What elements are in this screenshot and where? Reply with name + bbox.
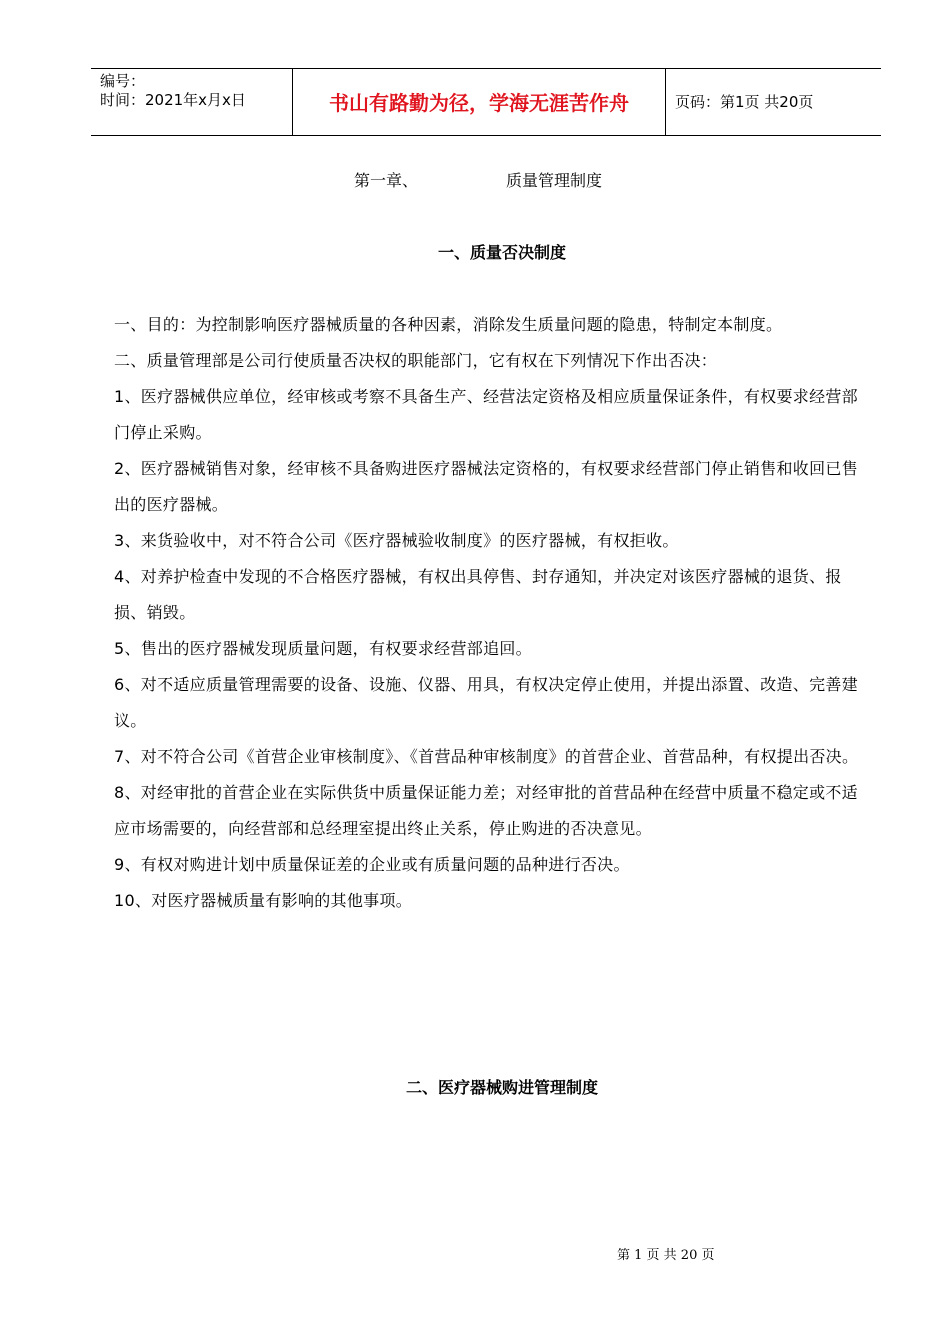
paragraph: 9、有权对购进计划中质量保证差的企业或有质量问题的品种进行否决。	[114, 855, 630, 874]
number-label: 编号：	[100, 72, 146, 90]
section-title: 二、医疗器械购进管理制度	[405, 1078, 598, 1097]
paragraph: 4、对养护检查中发现的不合格医疗器械，有权出具停售、封存通知，并决定对该医疗器械的退货、报损、销毁。	[114, 567, 842, 622]
paragraph: 3、来货验收中，对不符合公司《医疗器械验收制度》的医疗器械，有权拒收。	[114, 531, 679, 550]
paragraph: 8、对经审批的首营企业在实际供货中质量保证能力差；对经审批的首营品种在经营中质量不稳定或不适应市场需要的，向经营部和总经理室提出终止关系，停止购进的否决意见。	[114, 783, 858, 838]
paragraph: 6、对不适应质量管理需要的设备、设施、仪器、用具，有权决定停止使用，并提出添置、改造、完善建议。	[114, 675, 858, 730]
section-title: 一、质量否决制度	[437, 243, 566, 262]
paragraph: 二、质量管理部是公司行使质量否决权的职能部门，它有权在下列情况下作出否决：	[114, 351, 718, 370]
chapter-number: 第一章、	[354, 171, 419, 190]
section-body	[114, 307, 874, 919]
header-divider	[665, 69, 666, 135]
time-label: 时间：2021年x月x日	[100, 91, 246, 109]
paragraph: 10、对医疗器械质量有影响的其他事项。	[114, 891, 413, 910]
paragraph: 一、目的：为控制影响医疗器械质量的各种因素，消除发生质量问题的隐患，特制定本制度。	[114, 315, 783, 334]
paragraph: 1、医疗器械供应单位，经审核或考察不具备生产、经营法定资格及相应质量保证条件，有权要求经营部门停止采购。	[114, 387, 858, 442]
paragraph: 7、对不符合公司《首营企业审核制度》、《首营品种审核制度》的首营企业、首营品种，有权提出否决。	[114, 747, 859, 766]
chapter-title: 质量管理制度	[506, 171, 603, 190]
page-header	[91, 68, 881, 136]
page-footer: 第 1 页 共 20 页	[617, 1248, 715, 1263]
header-left	[100, 72, 246, 110]
paragraph: 5、售出的医疗器械发现质量问题，有权要求经营部追回。	[114, 639, 532, 658]
header-motto: 书山有路勤为径，学海无涯苦作舟	[329, 91, 629, 115]
paragraph: 2、医疗器械销售对象，经审核不具备购进医疗器械法定资格的，有权要求经营部门停止销售和收回已售出的医疗器械。	[114, 459, 858, 514]
header-page-info: 页码：第1页 共20页	[675, 93, 814, 111]
